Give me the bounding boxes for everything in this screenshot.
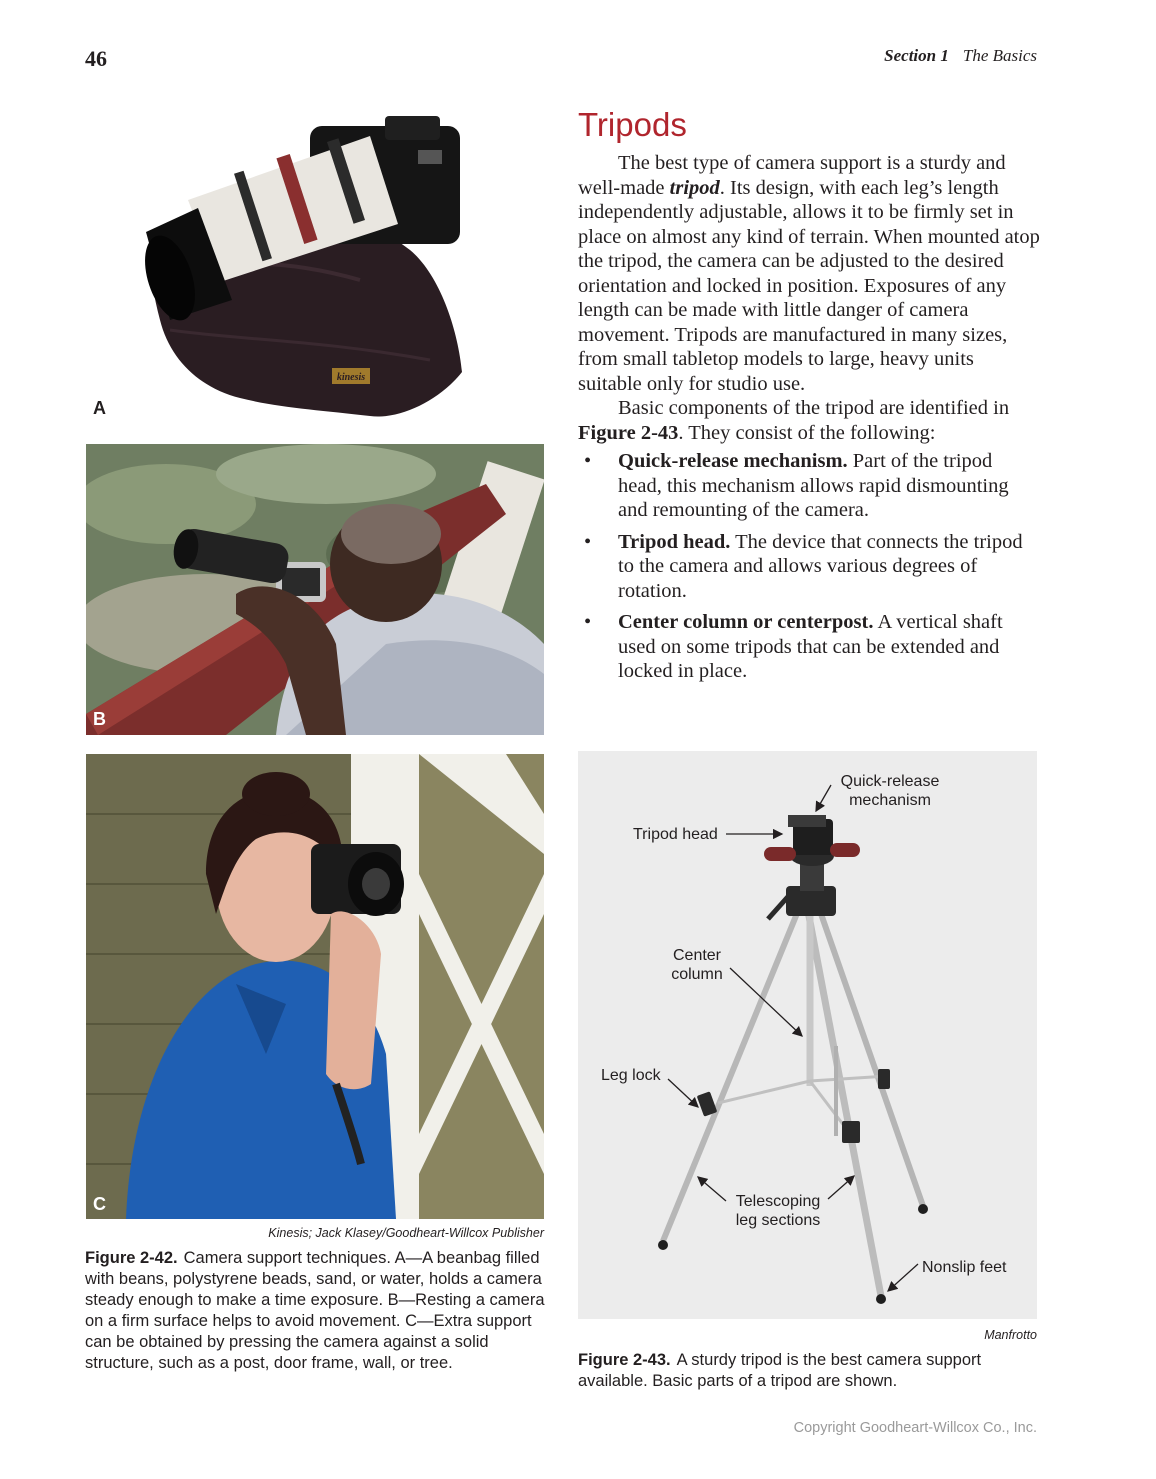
post-photo-illustration	[86, 754, 544, 1219]
paragraph-1: The best type of camera support is a sturdy and well-made tripod. Its design, with each leg’s length independently adjustable, allows it to be firmly set in place on almost any kind of terrain. When mounted atop the tripod, the camera can be adjusted to the desired orientation and locked in position. Exposures of any length can be made with little danger of camera movement. Tripods are manufactured in many sizes, from small tabletop models to large, heavy units suitable only for studio use.	[578, 152, 1040, 395]
figure-42-credit: Kinesis; Jack Klasey/Goodheart-Willcox Publisher	[268, 1226, 544, 1240]
kinesis-brand-label: kinesis	[336, 372, 366, 383]
list-item: • Tripod head. The device that connects the tripod to the camera and allows various degrees of rotation.	[584, 530, 1023, 602]
section-heading: Tripods	[578, 106, 687, 143]
photo-bench-rest	[86, 444, 544, 735]
panel-label-b: B	[93, 709, 106, 729]
figure-reference: Figure 2-43	[578, 421, 679, 444]
bullet-marker: •	[584, 530, 592, 553]
list-item: • Quick-release mechanism. Part of the tripod head, this mechanism allows rapid dismounting and remounting of the camera.	[584, 450, 1009, 521]
tripod-term: tripod	[669, 176, 720, 199]
callout-tripod-head: Tripod head	[633, 826, 718, 843]
callout-quick-release: Quick-release mechanism	[840, 773, 940, 809]
figure-43-caption-text: A sturdy tripod is the best camera support available. Basic parts of a tripod are shown.	[578, 1351, 982, 1390]
callout-telescoping-legs: Telescoping leg sections	[735, 1193, 821, 1229]
article-body	[578, 151, 1040, 691]
page-number: 46	[85, 46, 107, 71]
paragraph-2: Basic components of the tripod are identified in Figure 2-43. They consist of the following:	[578, 397, 1010, 444]
photo-beanbag	[140, 110, 470, 422]
callout-nonslip-feet: Nonslip feet	[922, 1259, 1007, 1276]
panel-label-a: A	[93, 398, 106, 418]
panel-label-c: C	[93, 1194, 106, 1214]
callout-center-column: Center column	[671, 947, 723, 983]
bullet-marker: •	[584, 450, 592, 472]
tripod-figure	[578, 751, 1037, 1319]
figure-43-label: Figure 2-43.	[578, 1351, 671, 1369]
bullet-marker: •	[584, 611, 592, 633]
list-item: • Center column or centerpost. A vertical shaft used on some tripods that can be extended and locked in place.	[584, 611, 1003, 682]
figure-43-caption	[578, 1350, 1040, 1392]
component-list	[578, 449, 1040, 684]
figure-42-label: Figure 2-42.	[85, 1249, 178, 1267]
copyright-notice: Copyright Goodheart-Willcox Co., Inc.	[793, 1420, 1037, 1436]
beanbag-camera-illustration	[140, 110, 470, 422]
bench-photo-illustration	[86, 444, 544, 735]
figure-42-caption-text: Camera support techniques. A—A beanbag filled with beans, polystyrene beads, sand, or water, holds a camera steady enough to make a time exposure. B—Resting a camera on a firm surface helps to avoid movement. C—Extra support can be obtained by pressing the camera against a solid structure, such as a post, door frame, wall, or tree.	[85, 1249, 545, 1372]
running-head	[884, 46, 1037, 66]
section-title: The Basics	[962, 46, 1037, 65]
section-number: Section 1	[884, 46, 949, 65]
figure-43-credit: Manfrotto	[984, 1328, 1037, 1342]
figure-42-caption	[85, 1248, 547, 1374]
photo-post-brace	[86, 754, 544, 1219]
callout-leg-lock: Leg lock	[601, 1067, 661, 1084]
